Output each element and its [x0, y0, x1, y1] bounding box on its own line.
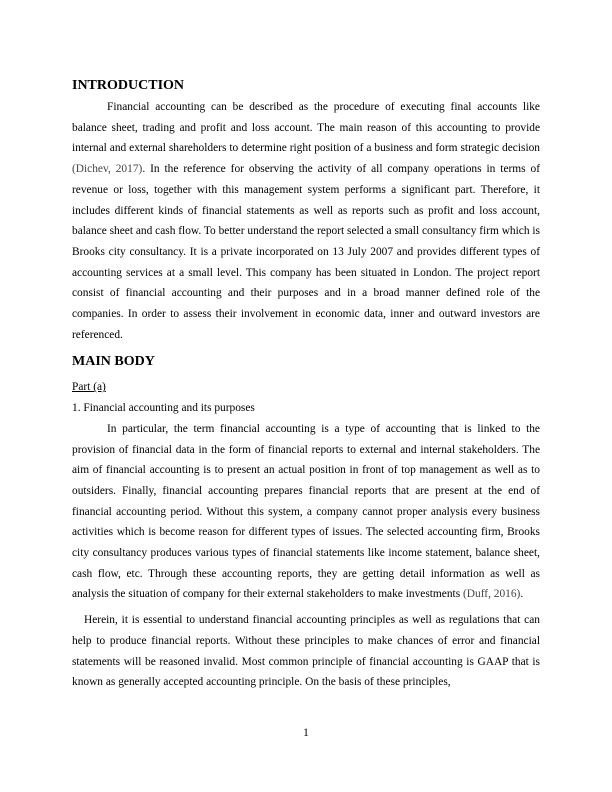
introduction-paragraph: [72, 97, 540, 345]
introduction-heading: INTRODUCTION: [72, 78, 185, 93]
page-number: 1: [303, 727, 309, 739]
main-body-heading: MAIN BODY: [72, 354, 155, 370]
part-a-label: Part (a): [72, 381, 106, 394]
paragraph-1-end: .: [520, 588, 524, 601]
introduction-text-start: Financial accounting can be described as the procedure of executing final accounts like balance sheet, trading and profit and loss account. The main reason of this accounting to provide internal and external shareholders to determine right position of a business and form strategic decision: [72, 101, 540, 155]
paragraph-1-text: In particular, the term financial accounting is a type of accounting that is linked to the provision of financial data in the form of financial reports to external and internal stakeholders. The aim of financial accounting is to present an actual position in front of top management as well as to outsiders. Finally, financial accounting prepares financial reports that are present at the end of financial accounting period. Without this system, a company cannot proper analysis every business activities which is become reason for different types of issues. The selected accounting firm, Brooks city consultancy produces various types of financial statements like income statement, balance sheet, cash flow, etc. Through these accounting reports, they are getting detail information as well as analysis the situation of company for their external stakeholders to make investments: [72, 422, 540, 601]
introduction-text-end: . In the reference for observing the activity of all company operations in terms of revenue or loss, together with this management system performs a significant part. Therefore, it includes different kinds of financial statements as well as reports such as profit and loss account, balance sheet and cash flow. To better understand the report selected a small consultancy firm which is Brooks city consultancy. It is a private incorporated on 13 July 2007 and provides different types of accounting services at a small level. This company has been situated in London. The project report consist of financial accounting and their purposes and in a broad manner defined role of the companies. In order to assess their involvement in economic data, inner and outward investors are referenced.: [72, 163, 541, 341]
paragraph-1-citation: (Duff, 2016): [462, 588, 521, 601]
introduction-citation: (Dichev, 2017): [72, 163, 143, 176]
financial-accounting-paragraph: [72, 419, 540, 605]
document-page: [72, 76, 540, 693]
principles-paragraph: Herein, it is essential to understand financial accounting principles as well as regulations that can help to produce financial reports. Without these principles to make chances of error and financial statements will be reasoned invalid. Most common principle of financial accounting is GAAP that is known as generally accepted accounting principle. On the basis of these principles,: [72, 614, 540, 689]
section-title: 1. Financial accounting and its purposes: [72, 402, 255, 415]
